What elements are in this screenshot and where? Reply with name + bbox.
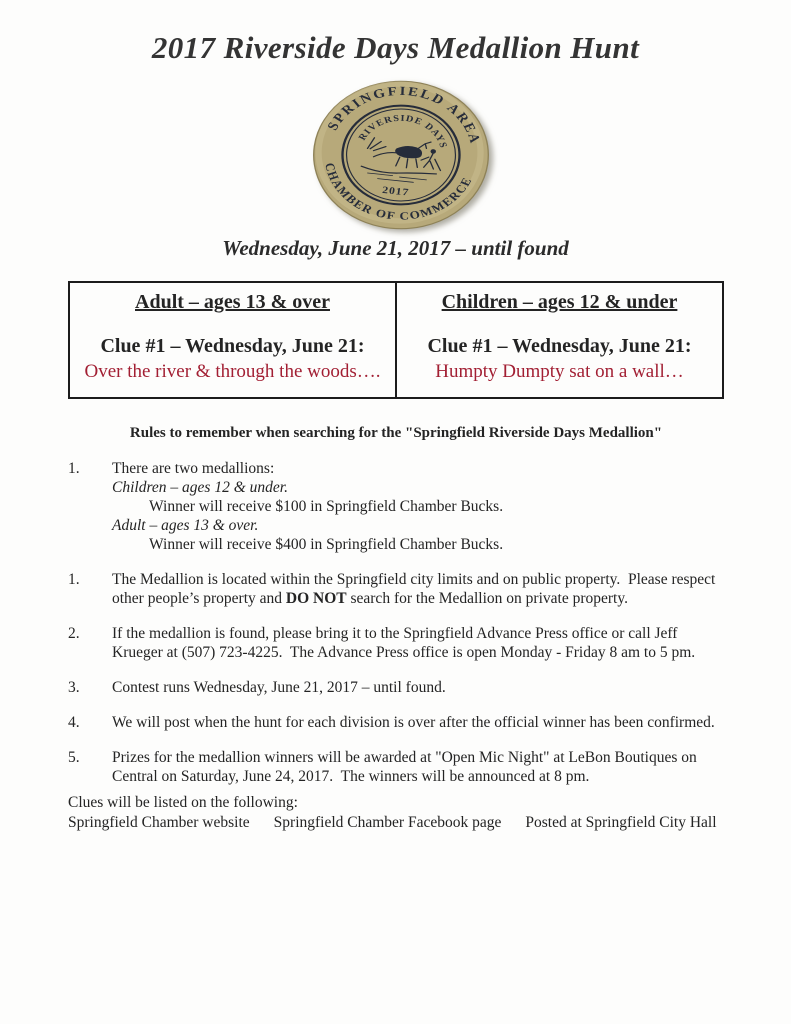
rule-item — [68, 570, 752, 608]
footer-intro: Clues will be listed on the following: — [68, 794, 298, 811]
rule-item — [68, 713, 752, 732]
rule-line: Central on Saturday, June 24, 2017. The winners will be announced at 8 pm. — [112, 768, 590, 785]
footer-sources — [68, 813, 752, 833]
rule-line: Children – ages 12 & under. — [112, 479, 288, 496]
medallion-text-chamber-of-commerce: CHAMBER OF COMMERCE — [321, 161, 476, 223]
medallion-text-riverside-days: RIVERSIDE DAYS — [356, 113, 450, 150]
rule-item — [68, 624, 752, 662]
rule-line: Winner will receive $100 in Springfield Chamber Bucks. — [149, 498, 504, 515]
footer — [68, 793, 752, 833]
medallion-svg — [311, 79, 491, 231]
clue-text-adult: Over the river & through the woods…. — [84, 361, 381, 382]
rule-text — [112, 748, 752, 786]
rule-item — [68, 459, 752, 554]
clue-cell-children — [395, 283, 722, 397]
rule-line: If the medallion is found, please bring it to the Springfield Advance Press office or call Jeff — [112, 625, 678, 642]
medallion-text-year: 2017 — [381, 184, 410, 199]
rule-line: The Medallion is located within the Springfield city limits and on public property. Please respect — [112, 571, 716, 588]
clue-cell-adult — [70, 283, 395, 397]
clue-label-children: Clue #1 – Wednesday, June 21: — [427, 335, 692, 357]
rules-list — [68, 459, 752, 802]
medallion-text-springfield-area: SPRINGFIELD AREA — [324, 83, 484, 146]
clue-table — [68, 281, 724, 399]
rule-line: other people’s property and DO NOT search for the Medallion on private property. — [112, 590, 628, 607]
rule-line: Krueger at (507) 723-4225. The Advance Press office is open Monday - Friday 8 am to 5 pm. — [112, 644, 696, 661]
rules-heading: Rules to remember when searching for the "Springfield Riverside Days Medallion" — [129, 425, 663, 441]
event-date-line: Wednesday, June 21, 2017 – until found — [222, 236, 569, 260]
rule-item — [68, 748, 752, 786]
page-title: 2017 Riverside Days Medallion Hunt — [151, 30, 640, 65]
rule-number: 1. — [68, 571, 80, 588]
rule-number: 2. — [68, 625, 80, 642]
rule-line: Contest runs Wednesday, June 21, 2017 – until found. — [112, 679, 446, 696]
clue-header-adult: Adult – ages 13 & over — [135, 291, 330, 313]
rule-text — [112, 713, 752, 732]
rule-line: There are two medallions: — [112, 460, 275, 477]
clue-label-adult: Clue #1 – Wednesday, June 21: — [100, 335, 365, 357]
rule-text — [112, 678, 752, 697]
footer-source-facebook: Springfield Chamber Facebook page — [273, 814, 502, 831]
rule-number: 4. — [68, 714, 80, 731]
clue-text-children: Humpty Dumpty sat on a wall… — [435, 361, 684, 382]
medallion-image — [311, 79, 491, 231]
rule-line: Adult – ages 13 & over. — [112, 517, 259, 534]
clue-header-children: Children – ages 12 & under — [441, 291, 678, 313]
rule-number: 1. — [68, 460, 80, 477]
footer-source-website: Springfield Chamber website — [68, 814, 250, 831]
rule-text — [112, 624, 752, 662]
rule-line: We will post when the hunt for each division is over after the official winner has been confirmed. — [112, 714, 715, 731]
rule-number: 5. — [68, 749, 80, 766]
rule-text — [112, 459, 752, 554]
rule-item — [68, 678, 752, 697]
rule-line: Winner will receive $400 in Springfield Chamber Bucks. — [149, 536, 504, 553]
rule-text — [112, 570, 752, 608]
rule-line: Prizes for the medallion winners will be awarded at "Open Mic Night" at LeBon Boutiques on — [112, 749, 697, 766]
footer-source-city-hall: Posted at Springfield City Hall — [525, 814, 717, 831]
rule-number: 3. — [68, 679, 80, 696]
